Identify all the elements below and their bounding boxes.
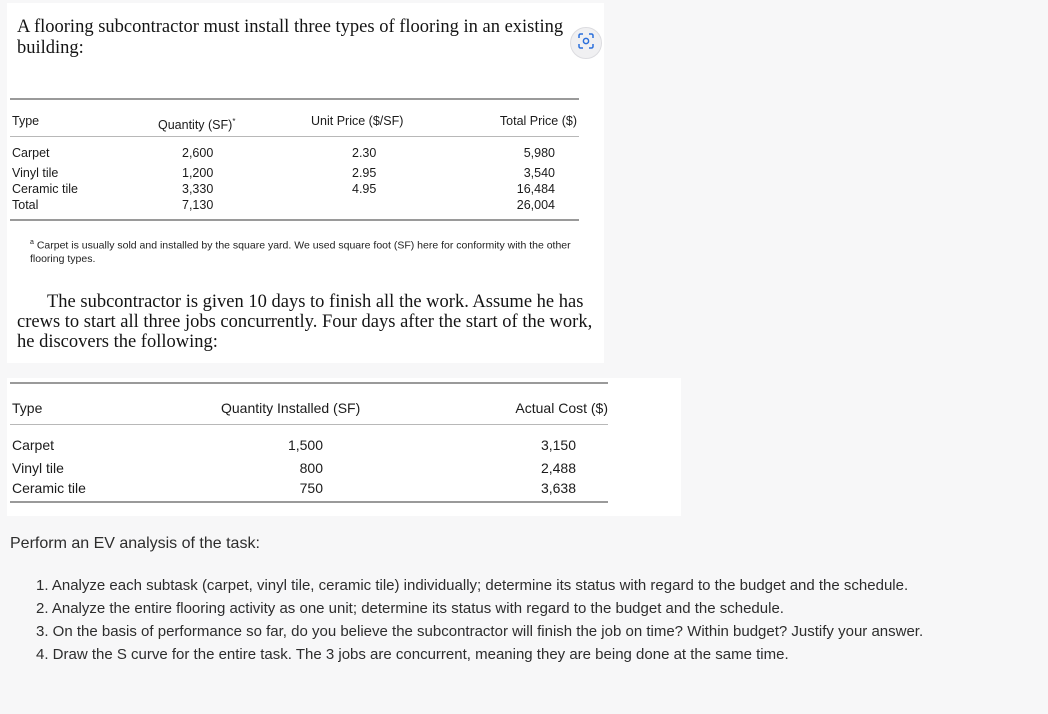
problem-image-1: [7, 3, 604, 363]
list-item: 3. On the basis of performance so far, do you believe the subcontractor will finish the job on time? Within budget? Justify your answer.: [36, 623, 924, 640]
table-cell: 2,488: [540, 460, 576, 476]
table-cell: 26,004: [516, 198, 555, 212]
list-item: 2. Analyze the entire flooring activity as one unit; determine its status with regard to the budget and the schedule.: [36, 600, 784, 617]
header-quantity-label: Quantity (SF): [158, 118, 233, 133]
table-cell: 3,330: [182, 182, 214, 196]
table-cell: 2.95: [352, 166, 377, 180]
table2-top-rule: [10, 382, 608, 384]
scan-text-button[interactable]: [570, 27, 602, 59]
header-quantity-installed: Quantity Installed (SF): [221, 400, 361, 416]
header-type: Type: [12, 114, 40, 128]
question-prompt: Perform an EV analysis of the task:: [10, 535, 260, 552]
table-cell: 7,130: [182, 198, 214, 212]
header-unit-price: Unit Price ($/SF): [311, 114, 404, 128]
intro-text: A flooring subcontractor must install three types of flooring in an existing building:: [17, 17, 564, 58]
table-cell: Vinyl tile: [12, 166, 59, 180]
table-cell: 800: [299, 460, 323, 476]
table-cell: Ceramic tile: [12, 480, 86, 496]
table-cell: 16,484: [516, 182, 555, 196]
table-cell: 750: [299, 480, 323, 496]
table-top-rule: [10, 98, 579, 100]
header-quantity: [158, 114, 235, 133]
table-cell: Carpet: [12, 437, 55, 453]
table2-header-rule: [10, 424, 608, 425]
table-cell: 2.30: [352, 146, 377, 160]
footnote-marker: a: [30, 239, 34, 246]
table-cell: Carpet: [12, 146, 50, 160]
table-cell: Ceramic tile: [12, 182, 78, 196]
scenario-paragraph: [17, 292, 602, 352]
table-cell: 2,600: [182, 146, 214, 160]
table2-bottom-rule: [10, 501, 608, 503]
table-cell: 1,200: [182, 166, 214, 180]
table-footnote: [30, 236, 600, 266]
list-item: 1. Analyze each subtask (carpet, vinyl tile, ceramic tile) individually; determine its status with regard to the budget and the schedule.: [36, 577, 909, 594]
table-cell: 3,638: [540, 480, 576, 496]
table-cell: 1,500: [287, 437, 323, 453]
table-cell: 3,540: [523, 166, 555, 180]
table-cell: 3,150: [540, 437, 576, 453]
table-bottom-rule: [10, 219, 579, 221]
header-actual-cost: Actual Cost ($): [515, 400, 608, 416]
list-item: 4. Draw the S curve for the entire task. The 3 jobs are concurrent, meaning they are being done at the same time.: [36, 646, 789, 663]
table-header-rule: [10, 136, 579, 137]
header-type: Type: [12, 400, 43, 416]
table-cell: 4.95: [352, 182, 377, 196]
task-list: [36, 574, 1046, 666]
scenario-text: The subcontractor is given 10 days to finish all the work. Assume he has crews to start all three jobs concurrently. Four days after the start of the work, he discovers the following:: [17, 292, 593, 352]
footnote-text: Carpet is usually sold and installed by the square yard. We used square foot (SF) here for conformity with the other flooring types.: [30, 239, 571, 265]
table-cell: Total: [12, 198, 39, 212]
problem-image-2: [7, 378, 681, 516]
header-quantity-marker: *: [232, 117, 236, 126]
header-total-price: Total Price ($): [499, 114, 577, 128]
scan-text-icon: [578, 33, 594, 54]
table-cell: Vinyl tile: [12, 460, 64, 476]
table-cell: 5,980: [523, 146, 555, 160]
